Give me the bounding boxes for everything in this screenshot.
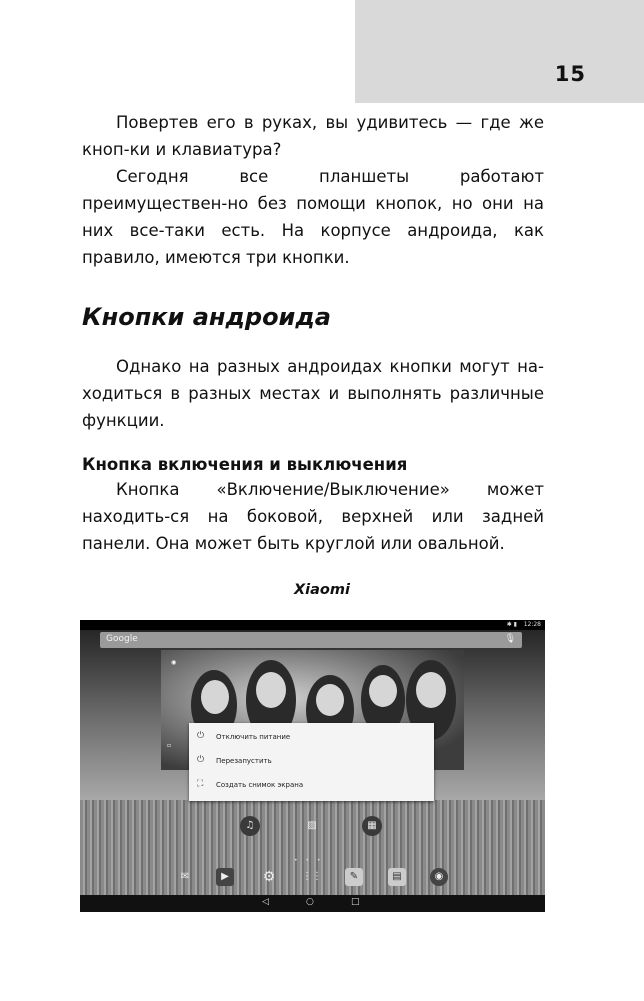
music-app-icon[interactable]: ♫ bbox=[240, 816, 260, 836]
status-time: 12:28 bbox=[523, 621, 541, 628]
menu-item-label: Отключить питание bbox=[216, 733, 291, 741]
search-label: Google bbox=[106, 634, 138, 644]
tablet-screenshot bbox=[80, 620, 545, 912]
mic-icon[interactable]: 🎙 bbox=[504, 634, 516, 644]
person-face bbox=[316, 684, 344, 716]
power-off-item[interactable] bbox=[189, 726, 434, 750]
paragraph: Сегодня все планшеты работают преимуществен-но без помощи кнопок, но они на них все-таки есть. На корпусе андроида, как правило, имеются три кнопки. bbox=[82, 167, 544, 267]
restart-item[interactable] bbox=[189, 750, 434, 774]
power-icon: ⏻ bbox=[197, 731, 205, 741]
menu-item-label: Создать снимок экрана bbox=[216, 781, 304, 789]
signal-icon: ✱ ▮ bbox=[506, 621, 517, 628]
camera-app-icon[interactable]: ◉ bbox=[430, 868, 448, 886]
paragraph: Кнопка «Включение/Выключение» может находить-ся на боковой, верхней или задней панели. Она может быть круглой или овальной. bbox=[82, 480, 544, 553]
video-app-icon[interactable]: ▦ bbox=[362, 816, 382, 836]
status-bar bbox=[80, 620, 545, 630]
person-face bbox=[369, 675, 397, 707]
messages-app-icon[interactable]: ✎ bbox=[345, 868, 363, 886]
calendar-app-icon[interactable]: ▤ bbox=[388, 868, 406, 886]
person-face bbox=[201, 680, 229, 714]
gallery-app-icon[interactable]: ▨ bbox=[307, 820, 317, 831]
back-icon[interactable]: ◁ bbox=[262, 897, 269, 907]
person-face bbox=[256, 672, 286, 708]
person-face bbox=[416, 672, 446, 708]
screenshot-icon: ⛶ bbox=[197, 779, 204, 789]
figure-caption: Xiaomi bbox=[294, 582, 350, 598]
page-indicator: • • • bbox=[294, 857, 324, 864]
search-bar[interactable] bbox=[100, 632, 522, 648]
widget-icon: ◉ bbox=[171, 659, 177, 666]
section-text bbox=[82, 353, 544, 434]
screenshot-item[interactable] bbox=[189, 774, 434, 798]
home-icon[interactable]: ○ bbox=[306, 897, 314, 907]
section-heading: Кнопки андроида bbox=[82, 303, 331, 331]
power-menu bbox=[189, 723, 434, 801]
subsection-text bbox=[82, 476, 544, 557]
app-dock bbox=[80, 863, 545, 893]
home-apps-row bbox=[80, 814, 545, 854]
play-store-icon[interactable]: ▶ bbox=[216, 868, 234, 886]
paragraph: Повертев его в руках, вы удивитесь — где же кноп-ки и клавиатура? bbox=[82, 113, 544, 159]
widget-icon: ▫ bbox=[167, 742, 172, 749]
page-corner-tab bbox=[355, 0, 644, 103]
paragraph: Однако на разных андроидах кнопки могут на-ходиться в разных местах и выполнять различные функции. bbox=[82, 357, 544, 430]
page-number: 15 bbox=[554, 62, 586, 86]
subsection-heading: Кнопка включения и выключения bbox=[82, 455, 408, 474]
recents-icon[interactable]: □ bbox=[351, 897, 360, 907]
menu-item-label: Перезапустить bbox=[216, 757, 272, 765]
mail-app-icon[interactable]: ✉ bbox=[180, 871, 190, 882]
app-drawer-icon[interactable]: ⋮⋮ bbox=[302, 871, 322, 882]
intro-text bbox=[82, 109, 544, 271]
settings-icon[interactable]: ⚙ bbox=[262, 869, 276, 885]
restart-icon: ⏻ bbox=[197, 755, 205, 765]
navigation-bar bbox=[80, 895, 545, 912]
